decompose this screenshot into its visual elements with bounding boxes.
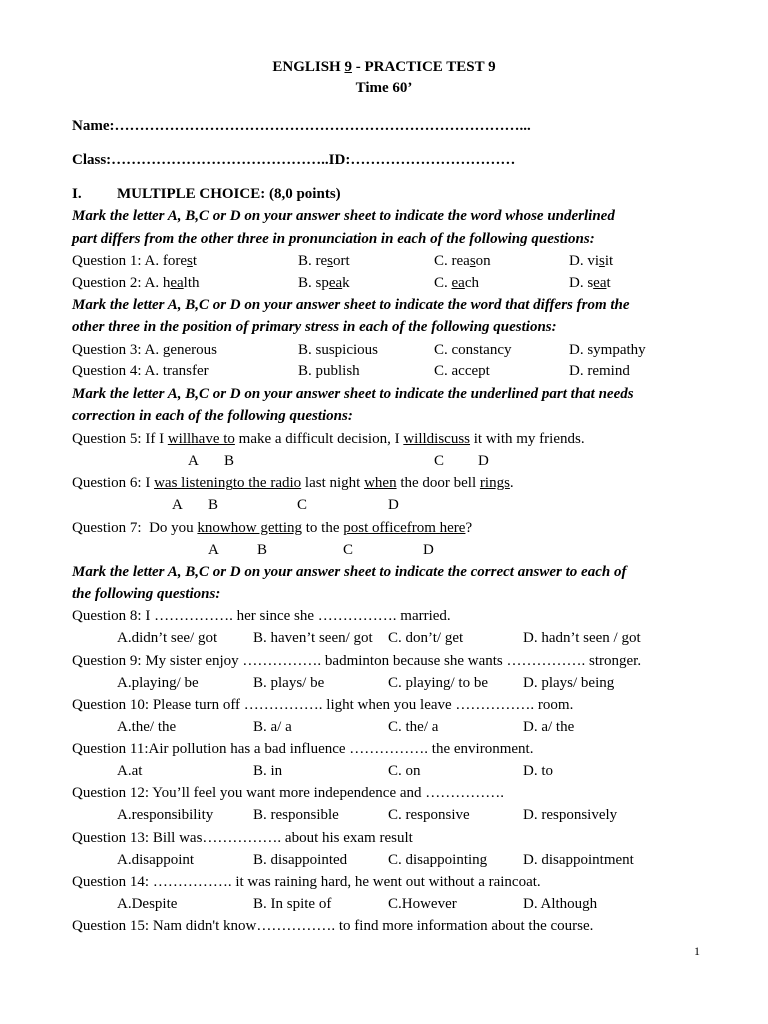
instruction-line: part differs from the other three in pronunciation in each of the following questions:: [72, 231, 595, 247]
q8-option-a: A.didn’t see/ got: [117, 630, 218, 646]
q12-stem: Question 12: You’ll feel you want more independence and …………….: [72, 785, 505, 801]
q8-option-c: C. don’t/ get: [388, 630, 464, 646]
q4-option-d: D. remind: [569, 363, 630, 379]
q14-option-d: D. Although: [523, 896, 598, 912]
q2-option-d: D. seat: [569, 275, 611, 291]
q7-letter-b: B: [257, 542, 268, 558]
section-number: I.: [72, 186, 82, 202]
q11-option-c: C. on: [388, 763, 421, 779]
q8-option-d: D. hadn’t seen / got: [523, 630, 641, 646]
q14-option-a: A.Despite: [117, 896, 178, 912]
q4-option-b: B. publish: [298, 363, 360, 379]
q11-stem: Question 11:Air pollution has a bad influence ……………. the environment.: [72, 741, 534, 757]
q2-option-c: C. each: [434, 275, 480, 291]
q10-option-b: B. a/ a: [253, 719, 292, 735]
q4-option-c: C. accept: [434, 363, 490, 379]
q5-letter-b: B: [224, 453, 235, 469]
class-field: [72, 151, 515, 169]
section-title: MULTIPLE CHOICE: (8,0 points): [117, 186, 341, 202]
q2-option-b: B. speak: [298, 275, 350, 291]
q8-option-b: B. haven’t seen/ got: [253, 630, 373, 646]
q13-option-a: A.disappoint: [117, 852, 195, 868]
q12-option-a: A.responsibility: [117, 807, 214, 823]
q11-option-d: D. to: [523, 763, 553, 779]
q6-letter-c: C: [297, 497, 308, 513]
q14-option-c: C.However: [388, 896, 457, 912]
q10-stem: Question 10: Please turn off ……………. light when you leave ……………. room.: [72, 697, 574, 713]
q9-option-a: A.playing/ be: [117, 675, 199, 691]
q6-sentence: Question 6: I was listeningto the radio last night when the door bell rings.: [72, 475, 514, 491]
title-grade: 9: [344, 59, 352, 75]
q10-option-a: A.the/ the: [117, 719, 177, 735]
q15-stem: Question 15: Nam didn't know……………. to find more information about the course.: [72, 918, 594, 934]
q13-option-b: B. disappointed: [253, 852, 348, 868]
test-title: [0, 58, 768, 76]
q1-option-b: B. resort: [298, 253, 350, 269]
q3-option-a: Question 3: A. generous: [72, 342, 217, 358]
q12-option-c: C. responsive: [388, 807, 470, 823]
test-time: Time 60’: [355, 80, 413, 96]
q9-option-b: B. plays/ be: [253, 675, 325, 691]
q10-option-c: C. the/ a: [388, 719, 439, 735]
q6-letter-b: B: [208, 497, 219, 513]
instruction-line: the following questions:: [72, 586, 221, 602]
q5-letter-a: A: [188, 453, 199, 469]
q10-option-d: D. a/ the: [523, 719, 575, 735]
q5-sentence: Question 5: If I willhave to make a difficult decision, I willdiscuss it with my friends.: [72, 431, 585, 447]
q2-option-a: Question 2: A. health: [72, 275, 200, 291]
q13-stem: Question 13: Bill was……………. about his exam result: [72, 830, 413, 846]
q6-letter-d: D: [388, 497, 399, 513]
q7-letter-c: C: [343, 542, 354, 558]
q11-option-b: B. in: [253, 763, 283, 779]
instruction-line: other three in the position of primary stress in each of the following questions:: [72, 319, 557, 335]
instruction-line: Mark the letter A, B,C or D on your answer sheet to indicate the word whose underlined: [72, 208, 615, 224]
q1-option-a: Question 1: A. forest: [72, 253, 197, 269]
q9-stem: Question 9: My sister enjoy ……………. badminton because she wants ……………. stronger.: [72, 653, 642, 669]
title-part: ENGLISH: [272, 59, 345, 75]
instruction-line: Mark the letter A, B,C or D on your answer sheet to indicate the word that differs from the: [72, 297, 630, 313]
q7-letter-a: A: [208, 542, 219, 558]
q12-option-d: D. responsively: [523, 807, 618, 823]
q3-option-c: C. constancy: [434, 342, 512, 358]
q5-letter-c: C: [434, 453, 445, 469]
class-label: Class:……………………………………..: [72, 152, 329, 168]
q1-option-c: C. reason: [434, 253, 491, 269]
q13-option-c: C. disappointing: [388, 852, 488, 868]
q8-stem: Question 8: I ……………. her since she ……………. married.: [72, 608, 451, 624]
page-number: 1: [694, 944, 700, 958]
q4-option-a: Question 4: A. transfer: [72, 363, 209, 379]
q3-option-d: D. sympathy: [569, 342, 646, 358]
q7-letter-d: D: [423, 542, 434, 558]
q3-option-b: B. suspicious: [298, 342, 379, 358]
q9-option-c: C. playing/ to be: [388, 675, 488, 691]
instruction-line: correction in each of the following questions:: [72, 408, 353, 424]
title-part: - PRACTICE TEST 9: [351, 59, 496, 75]
id-label: ID:……………………………: [328, 152, 516, 168]
q1-option-d: D. visit: [569, 253, 614, 269]
q12-option-b: B. responsible: [253, 807, 339, 823]
instruction-line: Mark the letter A, B,C or D on your answer sheet to indicate the correct answer to each of: [72, 564, 627, 580]
q7-sentence: Question 7: Do you knowhow getting to the post officefrom here?: [72, 520, 473, 536]
q5-letter-d: D: [478, 453, 489, 469]
q14-stem: Question 14: ……………. it was raining hard, he went out without a raincoat.: [72, 874, 541, 890]
q6-letter-a: A: [172, 497, 183, 513]
instruction-line: Mark the letter A, B,C or D on your answer sheet to indicate the underlined part that needs: [72, 386, 634, 402]
q11-option-a: A.at: [117, 763, 143, 779]
q14-option-b: B. In spite of: [253, 896, 332, 912]
q9-option-d: D. plays/ being: [523, 675, 615, 691]
name-field: Name:………………………………………………………………………...: [72, 118, 531, 134]
q13-option-d: D. disappointment: [523, 852, 634, 868]
